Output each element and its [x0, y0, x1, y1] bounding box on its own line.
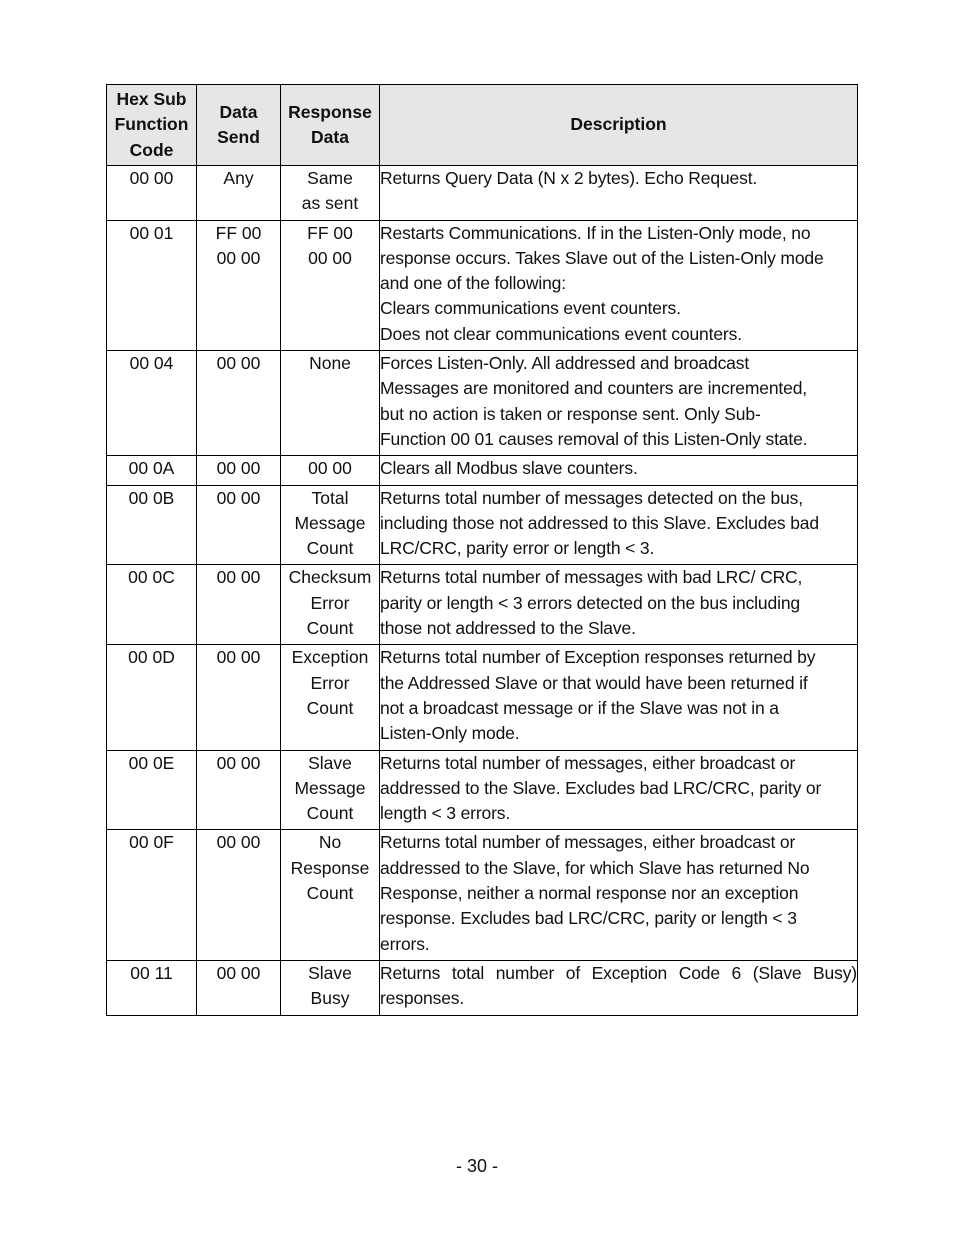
table-row	[107, 750, 858, 830]
table-row	[107, 645, 858, 750]
table-row	[107, 351, 858, 456]
table-row	[107, 830, 858, 960]
cell-code: 00 0F	[107, 830, 197, 960]
cell-response: Slave Busy	[281, 960, 380, 1015]
table-row	[107, 960, 858, 1015]
cell-description: Returns total number of messages detected on the bus, including those not addressed to this Slave. Excludes bad LRC/CRC, parity error or length < 3.	[380, 485, 858, 565]
cell-data-send: 00 00	[197, 960, 281, 1015]
header-data-send: Data Send	[197, 85, 281, 166]
cell-description: Returns total number of messages, either broadcast or addressed to the Slave, for which Slave has returned No Response, neither a normal response nor an exception response. Excludes bad LRC/CRC, parity or length < 3 errors.	[380, 830, 858, 960]
cell-description: Restarts Communications. If in the Listen-Only mode, no response occurs. Takes Slave out of the Listen-Only mode and one of the following: Clears communications event counters. Does not clear communications event counters.	[380, 220, 858, 350]
cell-data-send: 00 00	[197, 750, 281, 830]
header-hex-sub-function-code: Hex Sub Function Code	[107, 85, 197, 166]
cell-data-send: 00 00	[197, 456, 281, 485]
header-row	[107, 85, 858, 166]
table-row	[107, 565, 858, 645]
header-description: Description	[380, 85, 858, 166]
cell-data-send: 00 00	[197, 485, 281, 565]
cell-response: 00 00	[281, 456, 380, 485]
table-body	[107, 166, 858, 1016]
table-row	[107, 485, 858, 565]
cell-code: 00 11	[107, 960, 197, 1015]
cell-data-send: Any	[197, 166, 281, 221]
cell-code: 00 01	[107, 220, 197, 350]
cell-response: Total Message Count	[281, 485, 380, 565]
page-number: - 30 -	[455, 1156, 498, 1176]
cell-description: Returns total number of messages with bad LRC/ CRC, parity or length < 3 errors detected on the bus including those not addressed to the Slave.	[380, 565, 858, 645]
cell-code: 00 0D	[107, 645, 197, 750]
cell-code: 00 0A	[107, 456, 197, 485]
cell-response: Same as sent	[281, 166, 380, 221]
cell-description: Returns total number of Exception Code 6 (Slave Busy) responses.	[380, 960, 858, 1015]
table-row	[107, 166, 858, 221]
header-response-data: Response Data	[281, 85, 380, 166]
cell-response: None	[281, 351, 380, 456]
cell-data-send: 00 00	[197, 645, 281, 750]
cell-code: 00 04	[107, 351, 197, 456]
table-header	[107, 85, 858, 166]
cell-data-send: 00 00	[197, 830, 281, 960]
cell-data-send: 00 00	[197, 565, 281, 645]
sub-function-table	[106, 84, 858, 1016]
cell-description: Returns total number of Exception responses returned by the Addressed Slave or that would have been returned if not a broadcast message or if the Slave was not in a Listen-Only mode.	[380, 645, 858, 750]
cell-code: 00 00	[107, 166, 197, 221]
cell-description: Returns total number of messages, either broadcast or addressed to the Slave. Excludes bad LRC/CRC, parity or length < 3 errors.	[380, 750, 858, 830]
cell-response: Slave Message Count	[281, 750, 380, 830]
cell-code: 00 0B	[107, 485, 197, 565]
cell-response: No Response Count	[281, 830, 380, 960]
table-row	[107, 456, 858, 485]
cell-response: Exception Error Count	[281, 645, 380, 750]
cell-response: FF 00 00 00	[281, 220, 380, 350]
cell-description: Forces Listen-Only. All addressed and broadcast Messages are monitored and counters are incremented, but no action is taken or response sent. Only Sub- Function 00 01 causes removal of this Listen-Only state.	[380, 351, 858, 456]
cell-description: Returns Query Data (N x 2 bytes). Echo Request.	[380, 166, 858, 221]
cell-description: Clears all Modbus slave counters.	[380, 456, 858, 485]
cell-code: 00 0E	[107, 750, 197, 830]
table-row	[107, 220, 858, 350]
cell-data-send: FF 00 00 00	[197, 220, 281, 350]
cell-code: 00 0C	[107, 565, 197, 645]
cell-response: Checksum Error Count	[281, 565, 380, 645]
cell-data-send: 00 00	[197, 351, 281, 456]
